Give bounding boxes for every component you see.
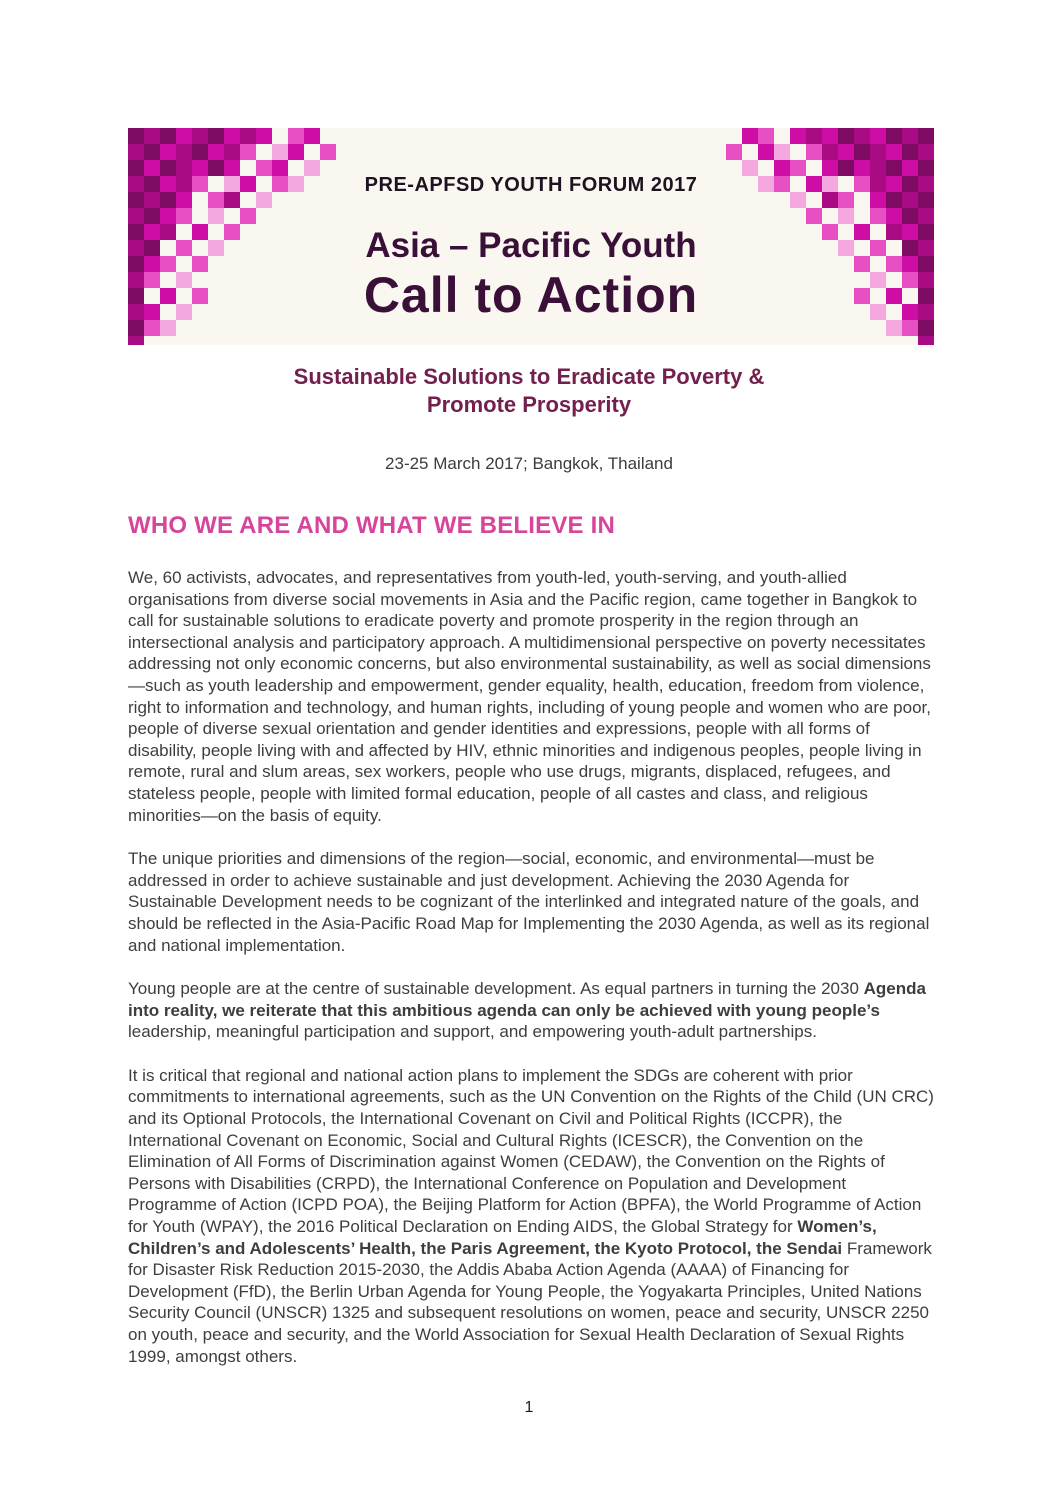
forum-kicker: PRE-APFSD YOUTH FORUM 2017	[364, 174, 698, 196]
text-segment: Framework for Disaster Risk Reduction 2015-2030, the Addis Ababa Action Agenda (AAAA) of Financing for Development (FfD), the Berlin Urban Agenda for Young People, the Yogyakarta Principles, United Nations Security Council (UNSCR) 1325 and subsequent resolutions on women, peace and security, UNSCR 2250 on youth, peace and security, and the World Association for Sexual Health Declaration of Sexual Rights 1999, amongst others.	[128, 1238, 932, 1366]
text-segment: Women’s, Children’s and Adolescents’ Health, the Paris Agreement, the Kyoto Protocol, the Sendai	[128, 1217, 877, 1258]
text-segment: leadership, meaningful participation and support, and empowering youth-adult partnerships.	[128, 1022, 817, 1042]
document-subtitle	[0, 363, 1058, 419]
section-heading: WHO WE ARE AND WHAT WE BELIEVE IN	[128, 512, 616, 539]
banner-title-line2: Call to Action	[363, 267, 699, 323]
text-segment: The unique priorities and dimensions of the region—social, economic, and environmental—must be addressed in order to achieve sustainable and just development. Achieving the 2030 Agenda for Sustainable Development needs to be cognizant of the interlinked and integrated nature of the goals, and should be reflected in the Asia-Pacific Road Map for Implementing the 2030 Agenda, as well as its regional and national implementation.	[128, 849, 930, 955]
subtitle-line2: Promote Prosperity	[426, 392, 632, 417]
subtitle-line1: Sustainable Solutions to Eradicate Poverty &	[293, 364, 765, 389]
body-paragraph-3	[128, 978, 934, 1043]
document-body	[128, 512, 934, 1367]
header-banner	[128, 128, 934, 345]
text-segment: We, 60 activists, advocates, and representatives from youth-led, youth-serving, and youth-allied organisations from diverse social movements in Asia and the Pacific region, came together in Bangkok to call for sustainable solutions to eradicate poverty and promote prosperity in the region through an intersectional analysis and participatory approach. A multidimensional perspective on poverty necessitates addressing not only economic concerns, but also environmental sustainability, as well as social dimensions—such as youth leadership and empowerment, gender equality, health, education, freedom from violence, right to information and technology, and human rights, including of young people and women who are poor, people of diverse sexual orientation and gender identities and expressions, people with all forms of disability, people living with and affected by HIV, ethnic minorities and indigenous peoples, people living in remote, rural and slum areas, sex workers, people who use drugs, migrants, displaced, refugees, and stateless people, people with limited formal education, people of all castes and class, and religious minorities—on the basis of equity.	[128, 568, 931, 825]
banner-title-line1: Asia – Pacific Youth	[365, 226, 697, 265]
event-dateline: 23-25 March 2017; Bangkok, Thailand	[385, 454, 673, 473]
text-segment: Agenda into reality, we reiterate that this ambitious agenda can only be achieved with young people’s	[128, 979, 926, 1020]
body-paragraph-2	[128, 848, 934, 956]
body-paragraph-4	[128, 1065, 934, 1367]
body-paragraph-1	[128, 567, 934, 826]
text-segment: It is critical that regional and national action plans to implement the SDGs are coherent with prior commitments to international agreements, such as the UN Convention on the Rights of the Child (UN CRC) and its Optional Protocols, the International Covenant on Civil and Political Rights (ICCPR), the International Covenant on Economic, Social and Cultural Rights (ICESCR), the Convention on the Elimination of All Forms of Discrimination against Women (CEDAW), the Convention on the Rights of Persons with Disabilities (CRPD), the International Conference on Population and Development Programme of Action (ICPD POA), the Beijing Platform for Action (BPFA), the World Programme of Action for Youth (WPAY), the 2016 Political Declaration on Ending AIDS, the Global Strategy for	[128, 1065, 934, 1237]
page-number: 1	[524, 1399, 534, 1416]
text-segment: Young people are at the centre of sustainable development. As equal partners in turning the 2030	[128, 979, 864, 999]
